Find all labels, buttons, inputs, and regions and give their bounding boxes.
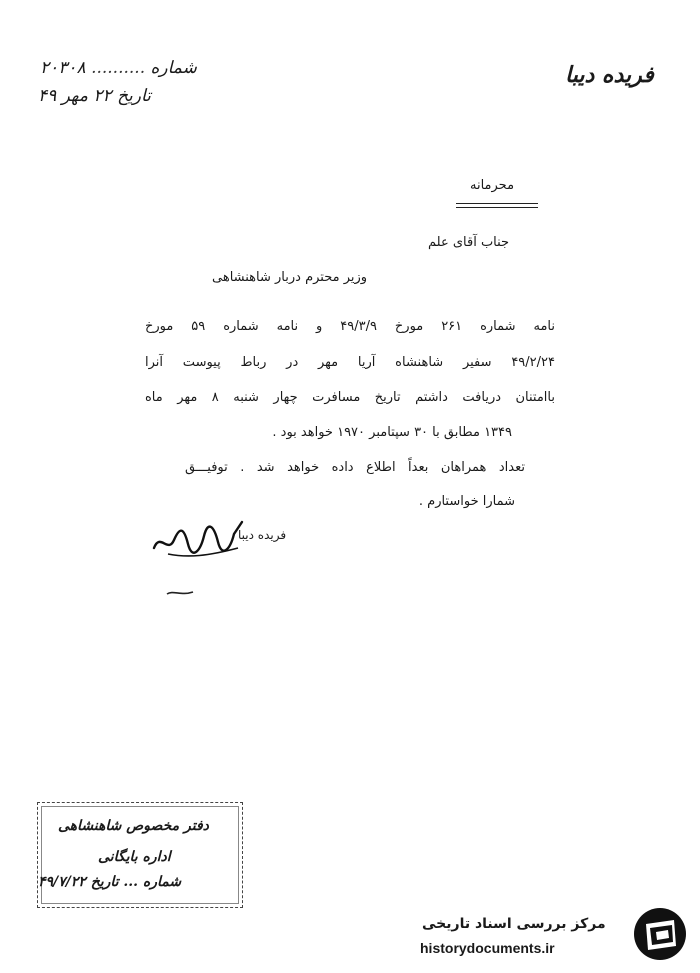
body-line: تعداد همراهان بعداً اطلاع داده خواهد شد . توفیـــق — [185, 460, 525, 475]
stamp-number-date: شماره ... تاریخ ۴۹/۷/۲۲ — [38, 874, 182, 890]
reference-line — [40, 58, 197, 78]
stamp-office: دفتر مخصوص شاهنشاهی — [58, 818, 209, 834]
body-line: باامتنان دریافت داشتم تاریخ مسافرت چهار شنبه ۸ مهر ماه — [145, 390, 555, 405]
classification-underline — [456, 207, 538, 208]
classification-label: محرمانه — [470, 178, 515, 193]
date-line — [38, 86, 151, 106]
salutation-recipient: جناب آقای علم — [428, 235, 510, 250]
reference-dots: .......... — [91, 58, 146, 78]
pen-mark — [165, 585, 195, 599]
handwritten-signature — [148, 514, 248, 562]
reference-label: شماره — [150, 58, 197, 78]
watermark-org-name: مرکز بررسی اسناد تاریخی — [422, 916, 606, 932]
signature-typed-name: فریده دیبا — [238, 528, 287, 542]
body-line: ۴۹/۲/۲۴ سفیر شاهنشاه آریا مهر در رباط پیوست آنرا — [145, 355, 555, 370]
body-line: نامه شماره ۲۶۱ مورخ ۴۹/۳/۹ و نامه شماره ۵۹ مورخ — [145, 319, 555, 334]
sender-header: فریده دیبا — [565, 62, 654, 88]
reference-number: ۲۰۳۰۸ — [40, 58, 86, 78]
classification-underline — [456, 203, 538, 204]
date-label: تاریخ — [117, 86, 151, 106]
archive-logo-icon — [632, 906, 688, 962]
watermark-url: historydocuments.ir — [420, 940, 555, 956]
stamp-department: اداره بایگانی — [98, 849, 171, 865]
body-line: شمارا خواستارم . — [418, 494, 515, 509]
date-value: ۲۲ مهر ۴۹ — [38, 86, 112, 106]
body-line: ۱۳۴۹ مطابق با ۳۰ سپتامبر ۱۹۷۰ خواهد بود . — [272, 425, 512, 440]
salutation-title: وزیر محترم دربار شاهنشاهی — [212, 270, 368, 285]
